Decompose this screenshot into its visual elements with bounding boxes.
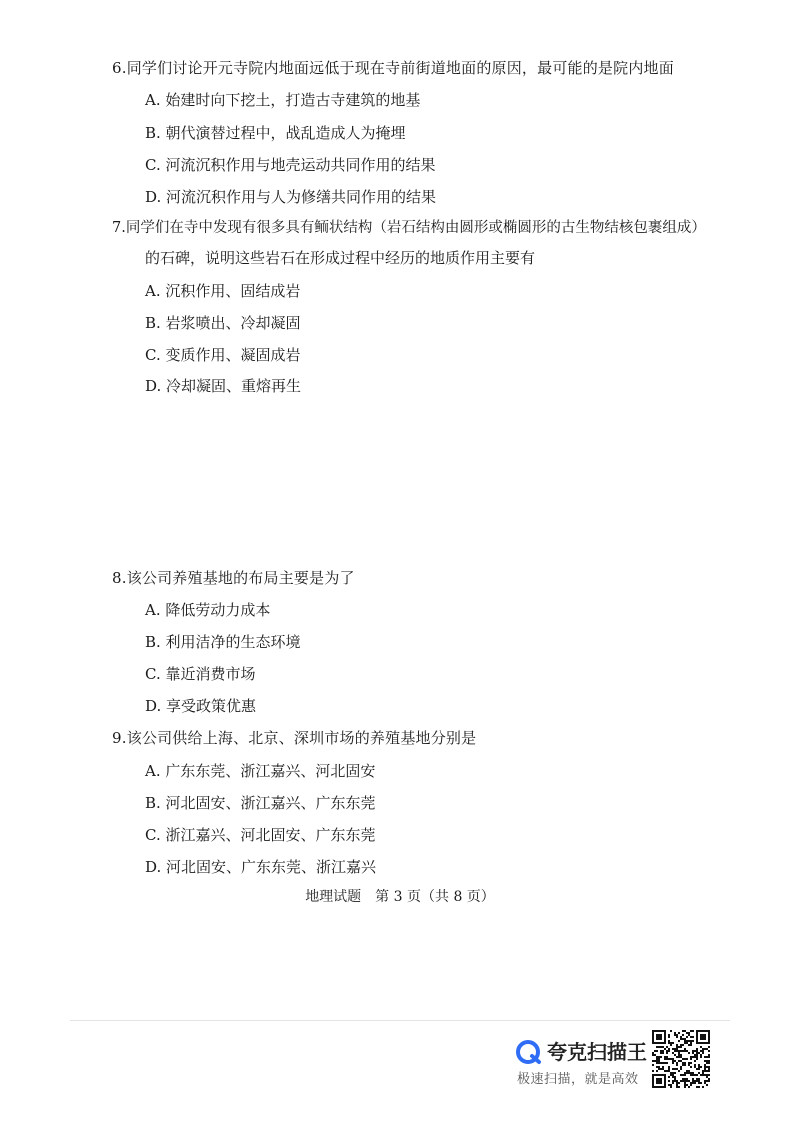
qr-code-icon: [652, 1030, 710, 1088]
watermark-divider: [70, 1020, 730, 1021]
question-7-stem-line1: 7.同学们在寺中发现有很多具有鲕状结构（岩石结构由圆形或椭圆形的古生物结核包裹组成）: [112, 220, 706, 236]
question-8-option-c: C. 靠近消费市场: [145, 665, 256, 683]
question-7-option-a: A. 沉积作用、固结成岩: [145, 282, 301, 300]
quark-logo-icon: [515, 1039, 541, 1065]
question-7-option-c: C. 变质作用、凝固成岩: [145, 346, 301, 364]
question-7-stem-line2: 的石碑，说明这些岩石在形成过程中经历的地质作用主要有: [145, 249, 536, 267]
question-8-option-b: B. 利用洁净的生态环境: [145, 633, 301, 651]
question-9-option-c: C. 浙江嘉兴、河北固安、广东东莞: [145, 826, 376, 844]
question-6-option-b: B. 朝代演替过程中，战乱造成人为掩埋: [145, 124, 406, 142]
question-6-option-a: A. 始建时向下挖土，打造古寺建筑的地基: [145, 91, 421, 109]
brand-name: 夸克扫描王: [547, 1040, 647, 1064]
question-6-option-d: D. 河流沉积作用与人为修缮共同作用的结果: [145, 188, 437, 206]
question-6-option-c: C. 河流沉积作用与地壳运动共同作用的结果: [145, 156, 436, 174]
question-9-option-d: D. 河北固安、广东东莞、浙江嘉兴: [145, 858, 377, 876]
question-9-option-a: A. 广东东莞、浙江嘉兴、河北固安: [145, 762, 376, 780]
brand-slogan: 极速扫描，就是高效: [517, 1072, 639, 1087]
question-8-option-a: A. 降低劳动力成本: [145, 601, 271, 619]
question-6-stem: 6.同学们讨论开元寺院内地面远低于现在寺前街道地面的原因，最可能的是院内地面: [112, 59, 674, 77]
question-8-option-d: D. 享受政策优惠: [145, 697, 257, 715]
question-8-stem: 8.该公司养殖基地的布局主要是为了: [112, 569, 355, 587]
question-9-stem: 9.该公司供给上海、北京、深圳市场的养殖基地分别是: [112, 729, 477, 747]
question-9-option-b: B. 河北固安、浙江嘉兴、广东东莞: [145, 794, 376, 812]
question-7-option-d: D. 冷却凝固、重熔再生: [145, 377, 302, 395]
scanner-watermark: [515, 1035, 650, 1095]
page-footer: 地理试题 第 3 页（共 8 页）: [305, 889, 495, 905]
question-7-option-b: B. 岩浆喷出、冷却凝固: [145, 314, 301, 332]
